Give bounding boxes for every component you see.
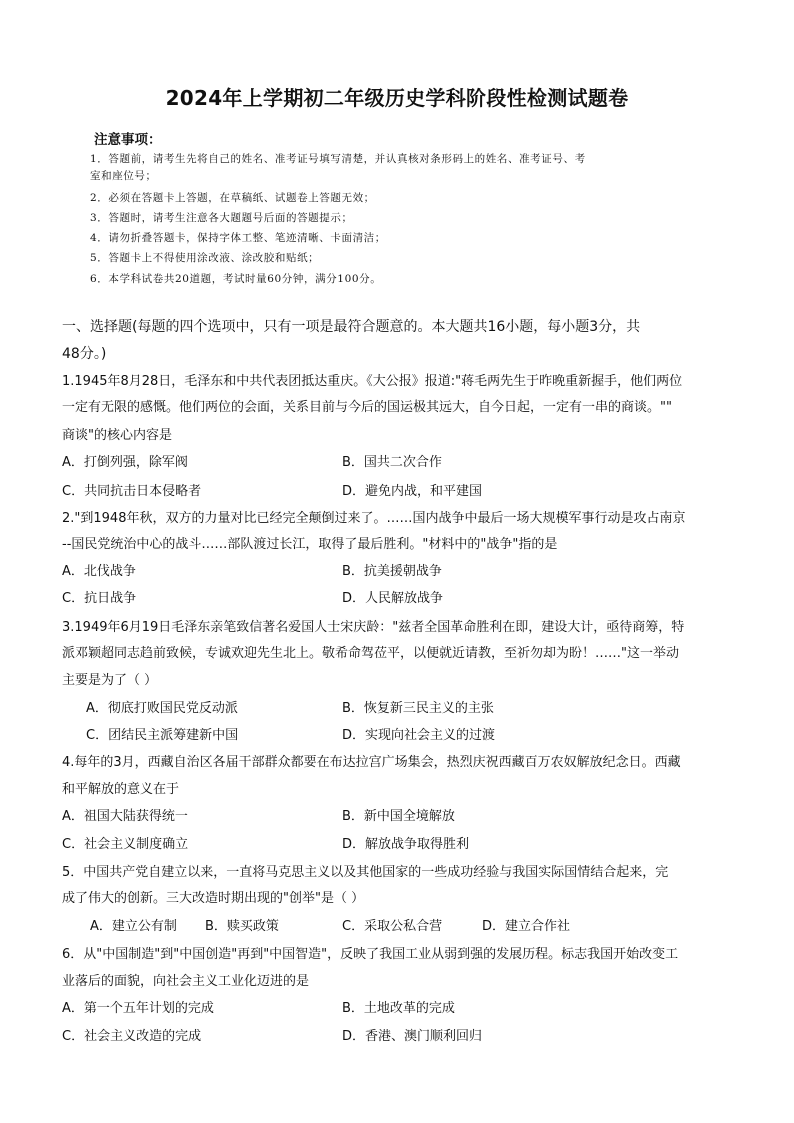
question-3-stem-line-3: 主要是为了（ ） bbox=[62, 673, 158, 688]
question-6-option-a: A．第一个五年计划的完成 bbox=[62, 1001, 214, 1016]
question-4-stem-line-1: 4.每年的3月，西藏自治区各届干部群众都要在布达拉宫广场集会，热烈庆祝西藏百万农奴解放纪念日。西藏 bbox=[62, 755, 681, 770]
question-1-option-a: A．打倒列强，除军阀 bbox=[62, 455, 188, 470]
question-6-stem-line-1: 6．从"中国制造"到"中国创造"再到"中国智造"，反映了我国工业从弱到强的发展历程。标志我国开始改变工 bbox=[62, 947, 679, 962]
question-4-stem-line-2: 和平解放的意义在于 bbox=[62, 782, 180, 797]
section-heading: 一、选择题(每题的四个选项中，只有一项是最符合题意的。本大题共16小题，每小题3分，共 bbox=[62, 319, 641, 335]
question-4-option-d: D．解放战争取得胜利 bbox=[342, 837, 470, 852]
notice-line-1-cont: 室和座位号； bbox=[90, 170, 157, 182]
question-3-stem-line-1: 3.1949年6月19日毛泽东亲笔致信著名爱国人士宋庆龄："兹者全国革命胜利在即，建设大计，亟待商筹，特 bbox=[62, 620, 685, 635]
question-2-stem-line-2: --国民党统治中心的战斗……部队渡过长江，取得了最后胜利。"材料中的"战争"指的是 bbox=[62, 537, 558, 552]
question-1-stem-line-2: 一定有无限的感慨。他们两位的会面，关系目前与今后的国运极其远大，自今日起，一定有一串的商谈。"" bbox=[62, 400, 672, 415]
notice-line-4: 4．请勿折叠答题卡，保持字体工整、笔迹清晰、卡面清洁； bbox=[90, 232, 386, 244]
question-6-option-d: D．香港、澳门顺利回归 bbox=[342, 1029, 483, 1044]
question-1-stem-line-1: 1.1945年8月28日，毛泽东和中共代表团抵达重庆。《大公报》报道:"蒋毛两先生于昨晚重新握手，他们两位 bbox=[62, 374, 683, 389]
question-2-stem-line-1: 2."到1948年秋，双方的力量对比已经完全颠倒过来了。……国内战争中最后一场大规模军事行动是攻占南京 bbox=[62, 511, 686, 526]
notice-line-5: 5．答题卡上不得使用涂改液、涂改胶和贴纸； bbox=[90, 252, 320, 264]
question-2-option-b: B．抗美援朝战争 bbox=[342, 564, 442, 579]
question-3-option-c: C．团结民主派筹建新中国 bbox=[86, 728, 239, 743]
question-2-option-a: A．北伐战争 bbox=[62, 564, 136, 579]
question-4-option-b: B．新中国全境解放 bbox=[342, 809, 455, 824]
question-1-option-b: B．国共二次合作 bbox=[342, 455, 442, 470]
question-2-option-d: D．人民解放战争 bbox=[342, 591, 444, 606]
question-6-option-c: C．社会主义改造的完成 bbox=[62, 1029, 202, 1044]
question-3-option-d: D．实现向社会主义的过渡 bbox=[342, 728, 496, 743]
notice-line-2: 2．必须在答题卡上答题，在草稿纸、试题卷上答题无效； bbox=[90, 192, 375, 204]
question-3-option-a: A．彻底打败国民党反动派 bbox=[86, 701, 238, 716]
question-5-stem-line-2: 成了伟大的创新。三大改造时期出现的"创举"是（ ） bbox=[62, 891, 365, 906]
question-5-option-c: C．采取公私合营 bbox=[342, 919, 443, 934]
question-3-option-b: B．恢复新三民主义的主张 bbox=[342, 701, 494, 716]
question-4-option-a: A．祖国大陆获得统一 bbox=[62, 809, 188, 824]
question-1-stem-line-3: 商谈"的核心内容是 bbox=[62, 428, 172, 443]
question-5-stem-line-1: 5．中国共产党自建立以来，一直将马克思主义以及其他国家的一些成功经验与我国实际国情结合起来，完 bbox=[62, 865, 669, 880]
question-1-option-d: D．避免内战，和平建国 bbox=[342, 484, 483, 499]
question-1-option-c: C．共同抗击日本侵略者 bbox=[62, 484, 202, 499]
question-5-option-a: A．建立公有制 bbox=[90, 919, 177, 934]
question-5-option-b: B．赎买政策 bbox=[205, 919, 279, 934]
question-6-option-b: B．土地改革的完成 bbox=[342, 1001, 455, 1016]
section-heading-cont: 48分。) bbox=[62, 346, 107, 362]
notice-line-6: 6．本学科试卷共20道题，考试时量60分钟，满分100分。 bbox=[90, 273, 382, 285]
question-2-option-c: C．抗日战争 bbox=[62, 591, 137, 606]
notice-heading: 注意事项： bbox=[94, 132, 162, 148]
question-6-stem-line-2: 业落后的面貌，向社会主义工业化迈进的是 bbox=[62, 974, 310, 989]
question-4-option-c: C．社会主义制度确立 bbox=[62, 837, 189, 852]
question-5-option-d: D．建立合作社 bbox=[482, 919, 571, 934]
notice-line-1: 1．答题前，请考生先将自己的姓名、准考证号填写清楚，并认真核对条形码上的姓名、准考证号、考 bbox=[90, 153, 586, 165]
notice-line-3: 3．答题时，请考生注意各大题题号后面的答题提示； bbox=[90, 212, 353, 224]
question-3-stem-line-2: 派邓颖超同志趋前致候，专诚欢迎先生北上。敬希命驾莅平，以便就近请教，至祈勿却为盼！……"这一举动 bbox=[62, 646, 679, 661]
page-title: 2024年上学期初二年级历史学科阶段性检测试题卷 bbox=[165, 86, 629, 110]
